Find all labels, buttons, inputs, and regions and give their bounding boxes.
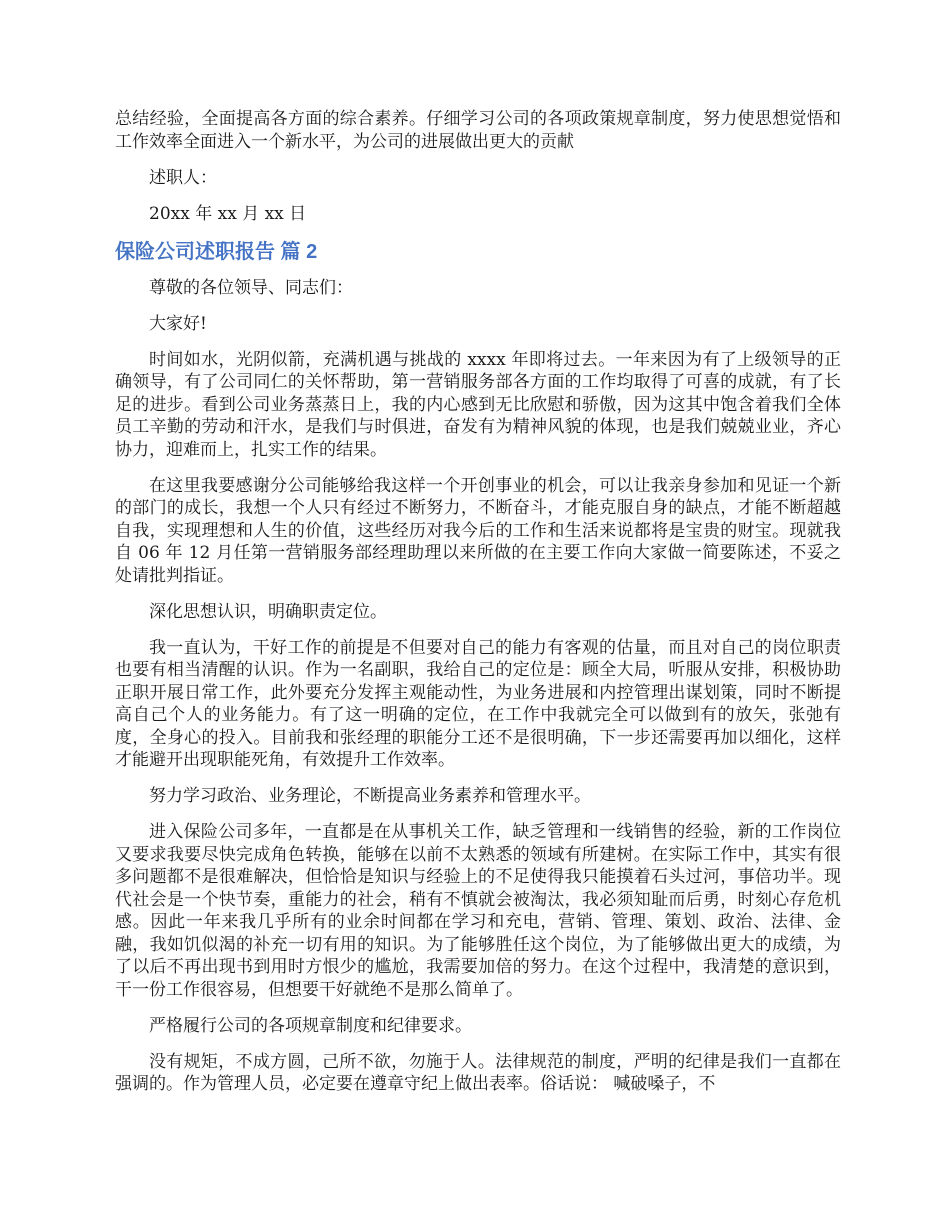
signature-date: 20xx 年 xx 月 xx 日 (149, 203, 307, 224)
body-paragraph: 我一直认为，干好工作的前提是不但要对自己的能力有客观的估量，而且对自己的岗位职责也要有相当清醒的认识。作为一名副职，我给自己的定位是：顾全大局，听服从安排，积极协助正职开展日常工作，此外要充分发挥主观能动性，为业务进展和内控管理出谋划策，同时不断提高自己个人的业务能力。有了这一明确的定位，在工作中我就完全可以做到有的放矢，张弛有度，全身心的投入。目前我和张经理的职能分工还不是很明确，下一步还需要再加以细化，这样才能避开出现职能死角，有效提升工作效率。 (115, 637, 841, 770)
salutation: 尊敬的各位领导、同志们： (149, 277, 353, 298)
body-paragraph: 没有规矩，不成方圆，己所不欲，勿施于人。法律规范的制度，严明的纪律是我们一直都在强调的。作为管理人员，必定要在遵章守纪上做出表率。俗话说： 喊破嗓子，不 (115, 1051, 841, 1094)
subheading-paragraph: 努力学习政治、业务理论，不断提高业务素养和管理水平。 (149, 786, 591, 806)
greeting: 大家好! (149, 313, 207, 334)
signature-label: 述职人： (149, 167, 217, 188)
section-heading: 保险公司述职报告 篇 2 (115, 240, 318, 263)
body-paragraph: 进入保险公司多年，一直都是在从事机关工作，缺乏管理和一线销售的经验，新的工作岗位又要求我要尽快完成角色转换，能够在以前不太熟悉的领域有所建树。在实际工作中，其实有很多问题都不是很难解决，但恰恰是知识与经验上的不足使得我只能摸着石头过河，事倍功半。现代社会是一个快节奏，重能力的社会，稍有不慎就会被淘汰，我必须知耻而后勇，时刻心存危机感。因此一年来我几乎所有的业余时间都在学习和充电，营销、管理、策划、政治、法律、金融，我如饥似渴的补充一切有用的知识。为了能够胜任这个岗位，为了能够做出更大的成绩，为了以后不再出现书到用时方恨少的尴尬，我需要加倍的努力。在这个过程中，我清楚的意识到，干一份工作很容易，但想要干好就绝不是那么简单了。 (115, 822, 841, 1000)
intro-paragraph: 总结经验，全面提高各方面的综合素养。仔细学习公司的各项政策规章制度，努力使思想觉悟和工作效率全面进入一个新水平，为公司的进展做出更大的贡献 (115, 109, 841, 152)
body-paragraph: 在这里我要感谢分公司能够给我这样一个开创事业的机会，可以让我亲身参加和见证一个新的部门的成长，我想一个人只有经过不断努力，不断奋斗，才能克服自身的缺点，才能不断超越自我，实现理想和人生的价值，这些经历对我今后的工作和生活来说都将是宝贵的财宝。现就我自 06 年 12 月任第一营销服务部经理助理以来所做的在主要工作向大家做一简要陈述，不妥之处请批判指证。 (115, 475, 841, 586)
document-page (115, 108, 841, 1109)
body-paragraph: 时间如水，光阴似箭，充满机遇与挑战的 xxxx 年即将过去。一年来因为有了上级领导的正确领导，有了公司同仁的关怀帮助，第一营销服务部各方面的工作均取得了可喜的成就，有了长足的进步。看到公司业务蒸蒸日上，我的内心感到无比欣慰和骄傲，因为这其中饱含着我们全体员工辛勤的劳动和汗水，是我们与时俱进，奋发有为精神风貌的体现，也是我们兢兢业业，齐心协力，迎难而上，扎实工作的结果。 (115, 349, 841, 460)
subheading-paragraph: 深化思想认识，明确职责定位。 (149, 601, 387, 622)
subheading-paragraph: 严格履行公司的各项规章制度和纪律要求。 (149, 1015, 472, 1036)
